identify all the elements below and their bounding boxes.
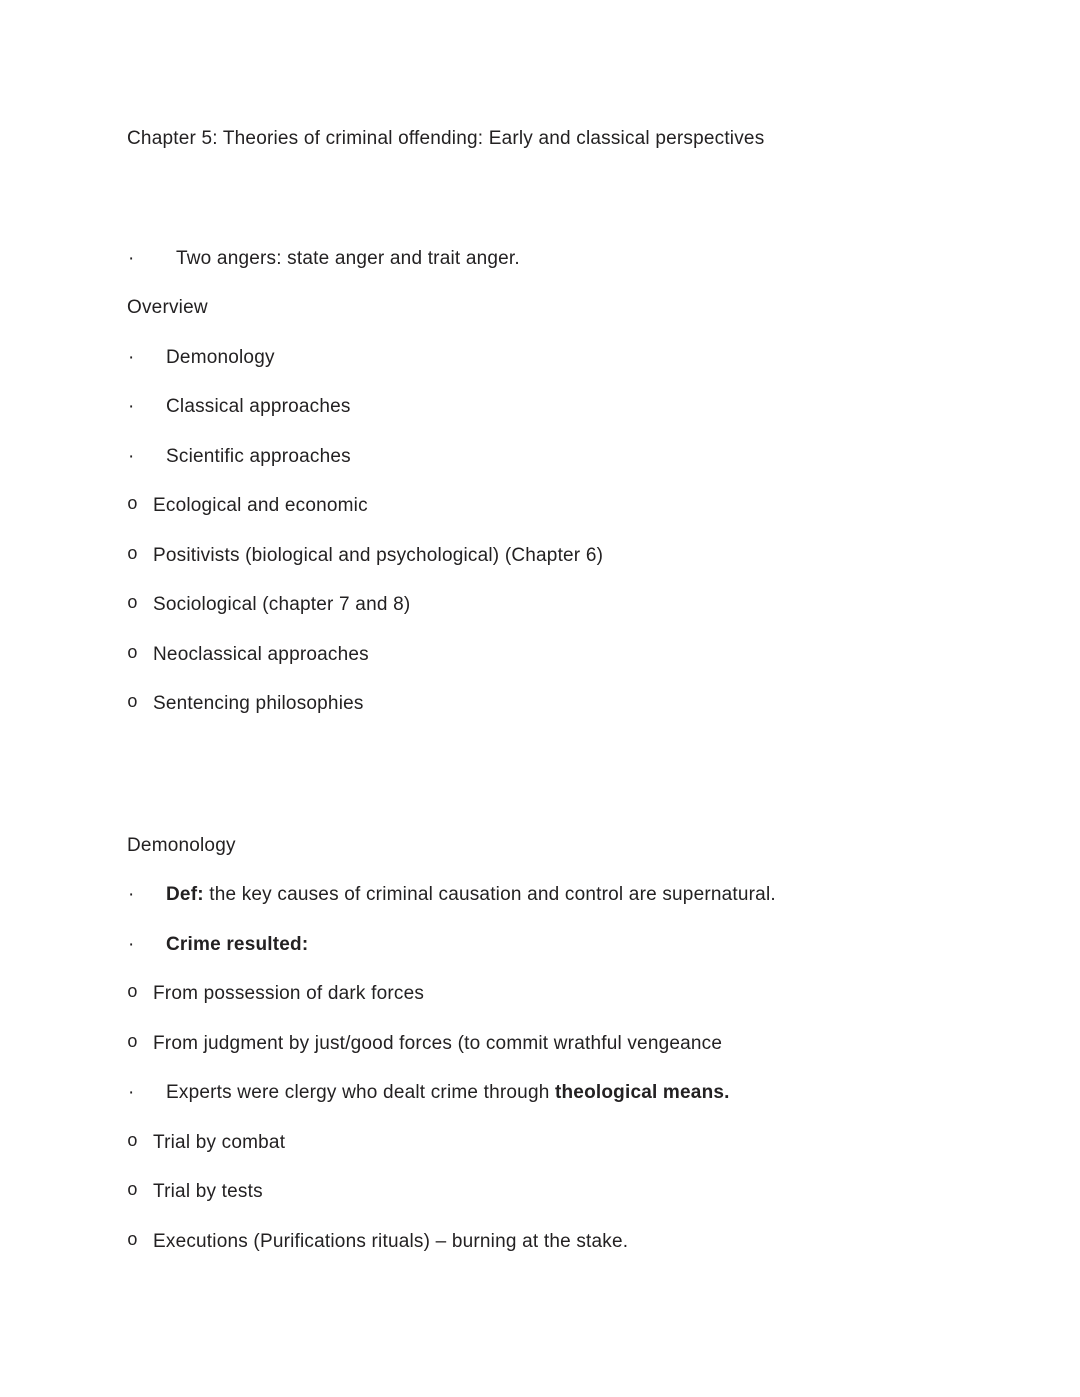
line-text [153, 531, 603, 581]
line-text [153, 1167, 263, 1217]
sub-item-trial-by-combat [127, 1118, 1020, 1168]
o-bullet-marker: o [127, 1131, 139, 1152]
line-text [176, 234, 520, 284]
text-segment: Two angers: state anger and trait anger. [176, 247, 520, 269]
text-segment-bold: Def: [166, 884, 204, 905]
o-bullet-marker: o [127, 594, 139, 614]
sub-item-sociological [127, 580, 1020, 630]
dot-bullet-marker: · [128, 247, 135, 269]
text-segment: Trial by combat [153, 1131, 286, 1153]
text-segment: Demonology [166, 346, 275, 368]
line-text [166, 382, 351, 432]
line-text [166, 333, 275, 383]
sub-item-sentencing-philosophies [127, 679, 1020, 729]
line-text [166, 1068, 730, 1118]
dot-bullet-marker: · [128, 346, 135, 368]
dot-bullet-marker: · [128, 445, 135, 467]
heading-demonology [127, 821, 1020, 871]
o-bullet-marker: o [127, 983, 139, 1003]
line-text [127, 821, 236, 871]
bullet-item-experts-clergy [127, 1068, 1020, 1118]
text-segment: Classical approaches [166, 396, 351, 417]
line-text [127, 114, 764, 164]
text-segment-bold: Crime resulted: [166, 933, 309, 955]
text-segment: Positivists (biological and psychological) (Chapter 6) [153, 544, 604, 566]
text-segment: Sentencing philosophies [153, 693, 364, 714]
line-text [153, 580, 410, 630]
bullet-item-crime-resulted [127, 920, 1020, 970]
line-text [153, 481, 368, 531]
sub-item-judgment-good-forces [127, 1019, 1020, 1069]
line-text [166, 920, 308, 970]
text-segment: Ecological and economic [153, 495, 368, 516]
bullet-item-two-angers [127, 234, 1020, 284]
bullet-item-classical-approaches [127, 382, 1020, 432]
sub-item-ecological-economic [127, 481, 1020, 531]
o-bullet-marker: o [127, 693, 139, 713]
text-segment-bold: theological means. [554, 1082, 730, 1103]
text-segment: the key causes of criminal causation and control are supernatural. [203, 884, 776, 905]
line-text [153, 1019, 722, 1069]
sub-item-neoclassical [127, 630, 1020, 680]
bullet-item-scientific-approaches [127, 432, 1020, 482]
text-segment: Sociological (chapter 7 and 8) [153, 594, 411, 615]
bullet-item-def [127, 870, 1020, 920]
line-text [153, 679, 364, 729]
o-bullet-marker: o [127, 1032, 139, 1053]
line-text [166, 870, 776, 920]
text-segment: Trial by tests [153, 1181, 263, 1202]
text-segment: From judgment by just/good forces (to commit wrathful vengeance [153, 1032, 723, 1054]
sub-item-positivists [127, 531, 1020, 581]
document-content [127, 114, 1020, 1266]
heading-overview [127, 283, 1020, 333]
text-segment: Executions (Purifications rituals) – burning at the stake. [153, 1230, 629, 1252]
line-text [166, 432, 351, 482]
sub-item-possession-dark-forces [127, 969, 1020, 1019]
o-bullet-marker: o [127, 1230, 139, 1251]
line-text [153, 630, 369, 680]
text-segment: Neoclassical approaches [153, 643, 369, 665]
o-bullet-marker: o [127, 643, 139, 664]
line-text [153, 969, 424, 1019]
dot-bullet-marker: · [128, 396, 135, 417]
bullet-item-demonology [127, 333, 1020, 383]
sub-item-trial-by-tests [127, 1167, 1020, 1217]
text-segment: Demonology [127, 834, 236, 856]
text-segment: Overview [127, 297, 208, 318]
o-bullet-marker: o [127, 495, 139, 515]
line-text [153, 1118, 285, 1168]
o-bullet-marker: o [127, 544, 139, 565]
text-segment: From possession of dark forces [153, 983, 425, 1004]
chapter-title [127, 114, 1020, 164]
line-text [127, 283, 208, 333]
line-text [153, 1217, 628, 1267]
dot-bullet-marker: · [128, 933, 135, 955]
text-segment: Scientific approaches [166, 445, 351, 467]
text-segment: Chapter 5: Theories of criminal offending: Early and classical perspectives [127, 128, 765, 149]
text-segment: Experts were clergy who dealt crime through [166, 1082, 555, 1103]
dot-bullet-marker: · [128, 884, 135, 905]
dot-bullet-marker: · [128, 1082, 135, 1103]
sub-item-executions [127, 1217, 1020, 1267]
o-bullet-marker: o [127, 1181, 139, 1201]
